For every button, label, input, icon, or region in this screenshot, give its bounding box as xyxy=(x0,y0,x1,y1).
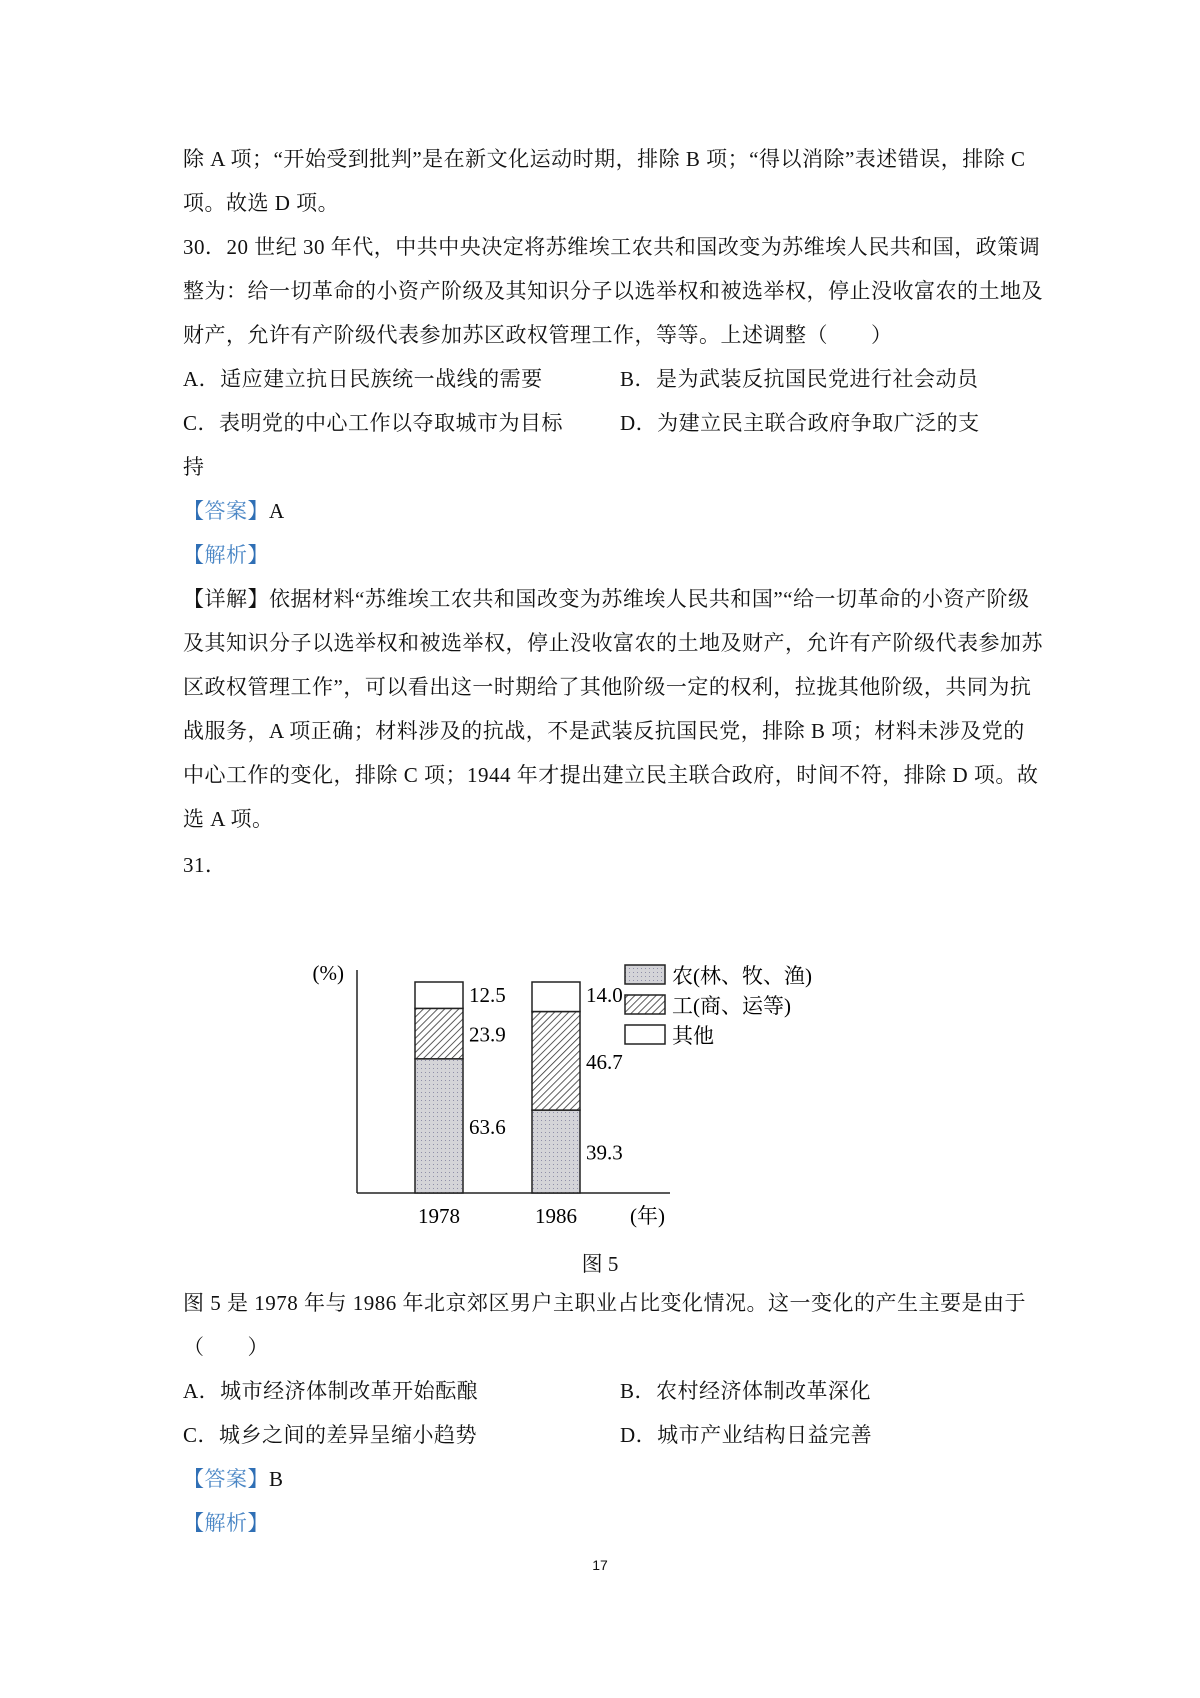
bar-segment-1986-1 xyxy=(532,1012,580,1111)
q31-answer xyxy=(183,1463,284,1493)
prev-answer-line-1: 除 A 项；“开始受到批判”是在新文化运动时期，排除 B 项；“得以消除”表述错误，排除 C xyxy=(183,147,1026,171)
bar-segment-1986-2 xyxy=(532,982,580,1012)
bar-segment-1978-2 xyxy=(415,982,463,1008)
data-label-1986-2: 14.0 xyxy=(586,983,623,1007)
legend-label-1: 工(商、运等) xyxy=(672,994,791,1018)
q30-option-d-wrap: 持 xyxy=(183,455,205,479)
legend-swatch-1 xyxy=(625,995,665,1014)
answer-tag: 【答案】 xyxy=(183,499,269,523)
data-label-1978-0: 63.6 xyxy=(469,1114,506,1139)
data-label-1986-0: 39.3 xyxy=(586,1140,623,1165)
q30-detail-line-2: 及其知识分子以选举权和被选举权，停止没收富农的土地及财产，允许有产阶级代表参加苏 xyxy=(183,631,1043,655)
q30-stem-line-2: 整为：给一切革命的小资产阶级及其知识分子以选举权和被选举权，停止没收富农的土地及 xyxy=(183,279,1043,303)
data-label-1978-1: 23.9 xyxy=(469,1022,506,1047)
legend-swatch-0 xyxy=(625,965,665,984)
bar-segment-1978-1 xyxy=(415,1008,463,1058)
q31-number: 31． xyxy=(183,853,227,877)
legend-label-0: 农(林、牧、渔) xyxy=(672,964,812,988)
q31-option-d: D．城市产业结构日益完善 xyxy=(620,1423,873,1447)
q30-answer xyxy=(183,495,285,525)
q31-stem-line-2: （ ） xyxy=(183,1335,269,1359)
q31-option-c: C．城乡之间的差异呈缩小趋势 xyxy=(183,1423,478,1447)
bar-segment-1978-0 xyxy=(415,1059,463,1193)
data-label-1986-1: 46.7 xyxy=(586,1049,623,1074)
answer-tag: 【答案】 xyxy=(183,1467,269,1491)
q30-detail-line-6: 选 A 项。 xyxy=(183,807,274,831)
figure-caption: 图 5 xyxy=(581,1252,619,1276)
q31-option-b: B．农村经济体制改革深化 xyxy=(620,1379,872,1403)
q30-option-c: C．表明党的中心工作以夺取城市为目标 xyxy=(183,411,564,435)
prev-answer-line-2: 项。故选 D 项。 xyxy=(183,191,340,215)
legend-label-2: 其他 xyxy=(672,1024,714,1048)
x-axis-label: (年) xyxy=(630,1204,665,1228)
x-tick-label-1986: 1986 xyxy=(535,1204,577,1228)
data-label-1978-2: 12.5 xyxy=(469,983,506,1007)
bar-segment-1986-0 xyxy=(532,1110,580,1193)
page-number: 17 xyxy=(592,1557,608,1573)
q30-stem-line-3: 财产，允许有产阶级代表参加苏区政权管理工作，等等。上述调整（ ） xyxy=(183,323,893,347)
q30-detail-line-5: 中心工作的变化，排除 C 项；1944 年才提出建立民主联合政府，时间不符，排除 D 项。故 xyxy=(183,763,1039,787)
legend-swatch-2 xyxy=(625,1025,665,1044)
q30-analysis-tag: 【解析】 xyxy=(183,543,269,567)
q31-stem-line-1: 图 5 是 1978 年与 1986 年北京郊区男户主职业占比变化情况。这一变化的产生主要是由于 xyxy=(183,1291,1026,1315)
q31-analysis-tag: 【解析】 xyxy=(183,1511,269,1535)
q30-detail-line-3: 区政权管理工作”，可以看出这一时期给了其他阶级一定的权利，拉拢其他阶级，共同为抗 xyxy=(183,675,1032,699)
answer-value: A xyxy=(269,499,285,523)
q30-option-d: D．为建立民主联合政府争取广泛的支 xyxy=(620,411,980,435)
q30-detail-line-4: 战服务，A 项正确；材料涉及的抗战，不是武装反抗国民党，排除 B 项；材料未涉及党的 xyxy=(183,719,1025,743)
occupation-stacked-bar-chart xyxy=(300,955,900,1235)
y-axis-label: (%) xyxy=(312,961,344,985)
x-tick-label-1978: 1978 xyxy=(418,1204,460,1228)
q30-option-a: A．适应建立抗日民族统一战线的需要 xyxy=(183,367,543,391)
q30-option-b: B．是为武装反抗国民党进行社会动员 xyxy=(620,367,979,391)
q30-stem-line-1: 30．20 世纪 30 年代，中共中央决定将苏维埃工农共和国改变为苏维埃人民共和国，政策调 xyxy=(183,235,1041,259)
q30-detail-line-1: 【详解】依据材料“苏维埃工农共和国改变为苏维埃人民共和国”“给一切革命的小资产阶级 xyxy=(183,587,1030,611)
q31-option-a: A．城市经济体制改革开始酝酿 xyxy=(183,1379,479,1403)
answer-value: B xyxy=(269,1467,284,1491)
